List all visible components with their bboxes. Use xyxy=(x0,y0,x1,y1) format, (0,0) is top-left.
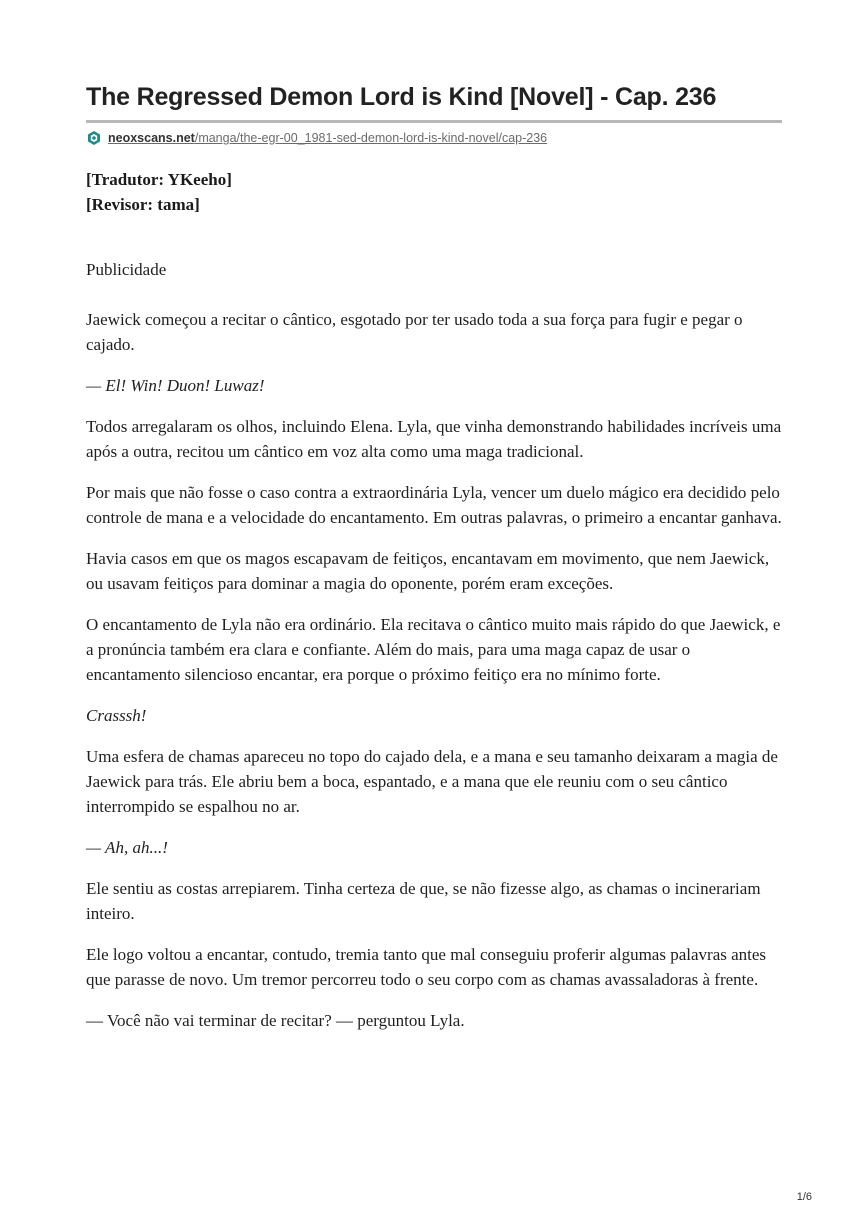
chapter-body xyxy=(86,257,782,1033)
page-title: The Regressed Demon Lord is Kind [Novel] - Cap. 236 xyxy=(86,83,717,111)
paragraph: Ele logo voltou a encantar, contudo, tremia tanto que mal conseguiu proferir algumas palavras antes que parasse de novo. Um tremor percorreu todo o seu corpo com as chamas avassaladoras à frente. xyxy=(86,945,767,989)
paragraph: Todos arregalaram os olhos, incluindo Elena. Lyla, que vinha demonstrando habilidades incríveis uma após a outra, recitou um cântico em voz alta como uma maga tradicional. xyxy=(86,417,782,461)
dialogue-line: — Você não vai terminar de recitar? — perguntou Lyla. xyxy=(86,1011,465,1030)
reviser-credit: [Revisor: tama] xyxy=(86,195,200,214)
ad-label: Publicidade xyxy=(86,260,167,279)
site-favicon-icon xyxy=(86,130,102,146)
source-url-line xyxy=(86,129,782,147)
page-number: 1/6 xyxy=(796,1191,812,1203)
sound-effect: Crasssh! xyxy=(86,706,147,725)
source-link[interactable] xyxy=(108,131,547,145)
paragraph: Por mais que não fosse o caso contra a extraordinária Lyla, vencer um duelo mágico era decidido pelo controle de mana e a velocidade do encantamento. Em outras palavras, o primeiro a encantar ganhava. xyxy=(86,483,782,527)
document-page xyxy=(86,80,782,1049)
source-path: /manga/the-egr-00_1981-sed-demon-lord-is-kind-novel/cap-236 xyxy=(194,131,548,145)
dialogue-line: — El! Win! Duon! Luwaz! xyxy=(86,376,265,395)
paragraph: O encantamento de Lyla não era ordinário. Ela recitava o cântico muito mais rápido do que Jaewick, e a pronúncia também era clara e confiante. Além do mais, para uma maga capaz de usar o encantamento silencioso encantar, era porque o próximo feitiço era no mínimo forte. xyxy=(86,615,781,684)
paragraph: Uma esfera de chamas apareceu no topo do cajado dela, e a mana e seu tamanho deixaram a magia de Jaewick para trás. Ele abriu bem a boca, espantado, e a mana que ele reuniu com o seu cântico interrompido se espalhou no ar. xyxy=(86,747,778,816)
translator-credit: [Tradutor: YKeeho] xyxy=(86,170,232,189)
dialogue-line: — Ah, ah...! xyxy=(86,838,168,857)
credits-block xyxy=(86,167,782,217)
source-domain: neoxscans.net xyxy=(108,131,195,145)
title-divider xyxy=(86,120,782,123)
paragraph: Havia casos em que os magos escapavam de feitiços, encantavam em movimento, que nem Jaewick, ou usavam feitiços para dominar a magia do oponente, porém eram exceções. xyxy=(86,549,770,593)
paragraph: Ele sentiu as costas arrepiarem. Tinha certeza de que, se não fizesse algo, as chamas o incinerariam inteiro. xyxy=(86,879,761,923)
paragraph: Jaewick começou a recitar o cântico, esgotado por ter usado toda a sua força para fugir e pegar o cajado. xyxy=(86,310,743,354)
